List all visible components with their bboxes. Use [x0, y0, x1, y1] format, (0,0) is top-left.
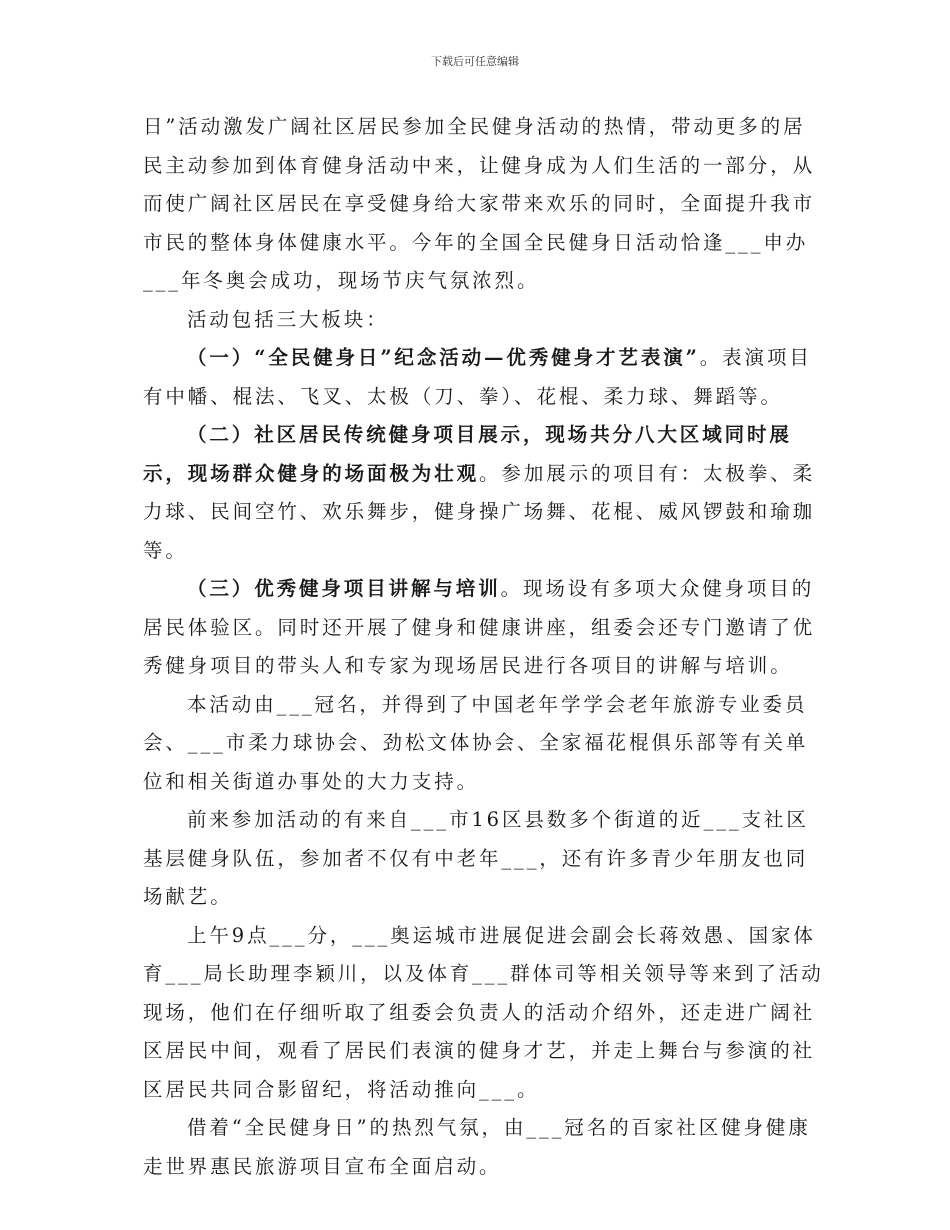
section-2-text: 。参加展示的项目有：太极拳、柔力球、民间空竹、欢乐舞步，健身操广场舞、花棍、威风锣鼓和瑜珈等。 [143, 461, 816, 562]
paragraph-4 [143, 416, 827, 570]
paragraph-2: 活动包括三大板块： [187, 307, 389, 331]
paragraph-6: 本活动由___冠名，并得到了中国老年学学会老年旅游专业委员会、___市柔力球协会、劲松文体协会、全家福花棍俱乐部等有关单位和相关街道办事处的大力支持。 [143, 692, 809, 793]
section-1-heading: （一）“全民健身日”纪念活动—优秀健身才艺表演” [187, 346, 700, 369]
page-header: 下载后可任意编辑 [431, 55, 519, 68]
paragraph-8: 上午9点___分，___奥运城市进展促进会副会长蒋效愚、国家体育___局长助理李颖川，以及体育___群体司等相关领导等来到了活动现场，他们在仔细听取了组委会负责人的活动介绍外，还走进广阔社区居民中间，观看了居民们表演的健身才艺，并走上舞台与参演的社区居民共同合影留纪，将活动推向___。 [143, 923, 824, 1101]
section-1-text: 。表演项目有中幡、棍法、飞叉、太极（刀、拳）、花棍、柔力球、舞蹈等。 [143, 346, 812, 408]
paragraph-9: 借着“全民健身日”的热烈气氛，由___冠名的百家社区健身健康走世界惠民旅游项目宣布全面启动。 [143, 1116, 811, 1178]
section-3-text: 。现场设有多项大众健身项目的居民体验区。同时还开展了健身和健康讲座，组委会还专门邀请了优秀健身项目的带头人和专家为现场居民进行各项目的讲解与培训。 [143, 577, 816, 677]
paragraph-3 [143, 339, 827, 416]
paragraph-1: 日”活动激发广阔社区居民参加全民健身活动的热情，带动更多的居民主动参加到体育健身活动中来，让健身成为人们生活的一部分，从而使广阔社区居民在享受健身给大家带来欢乐的同时，全面提升我市市民的整体身体健康水平。今年的全国全民健身日活动恰逢___申办___年冬奥会成功，现场节庆气氛浓烈。 [143, 115, 816, 292]
section-3-heading: （三）优秀健身项目讲解与培训 [187, 577, 501, 600]
section-2-heading: （二）社区居民传统健身项目展示，现场共分八大区域同时展示，现场群众健身的场面极为壮观 [143, 423, 792, 485]
paragraph-7: 前来参加活动的有来自___市16区县数多个街道的近___支社区基层健身队伍，参加者不仅有中老年___，还有许多青少年朋友也同场献艺。 [143, 808, 809, 908]
document-body [143, 108, 827, 1186]
paragraph-5 [143, 570, 827, 686]
